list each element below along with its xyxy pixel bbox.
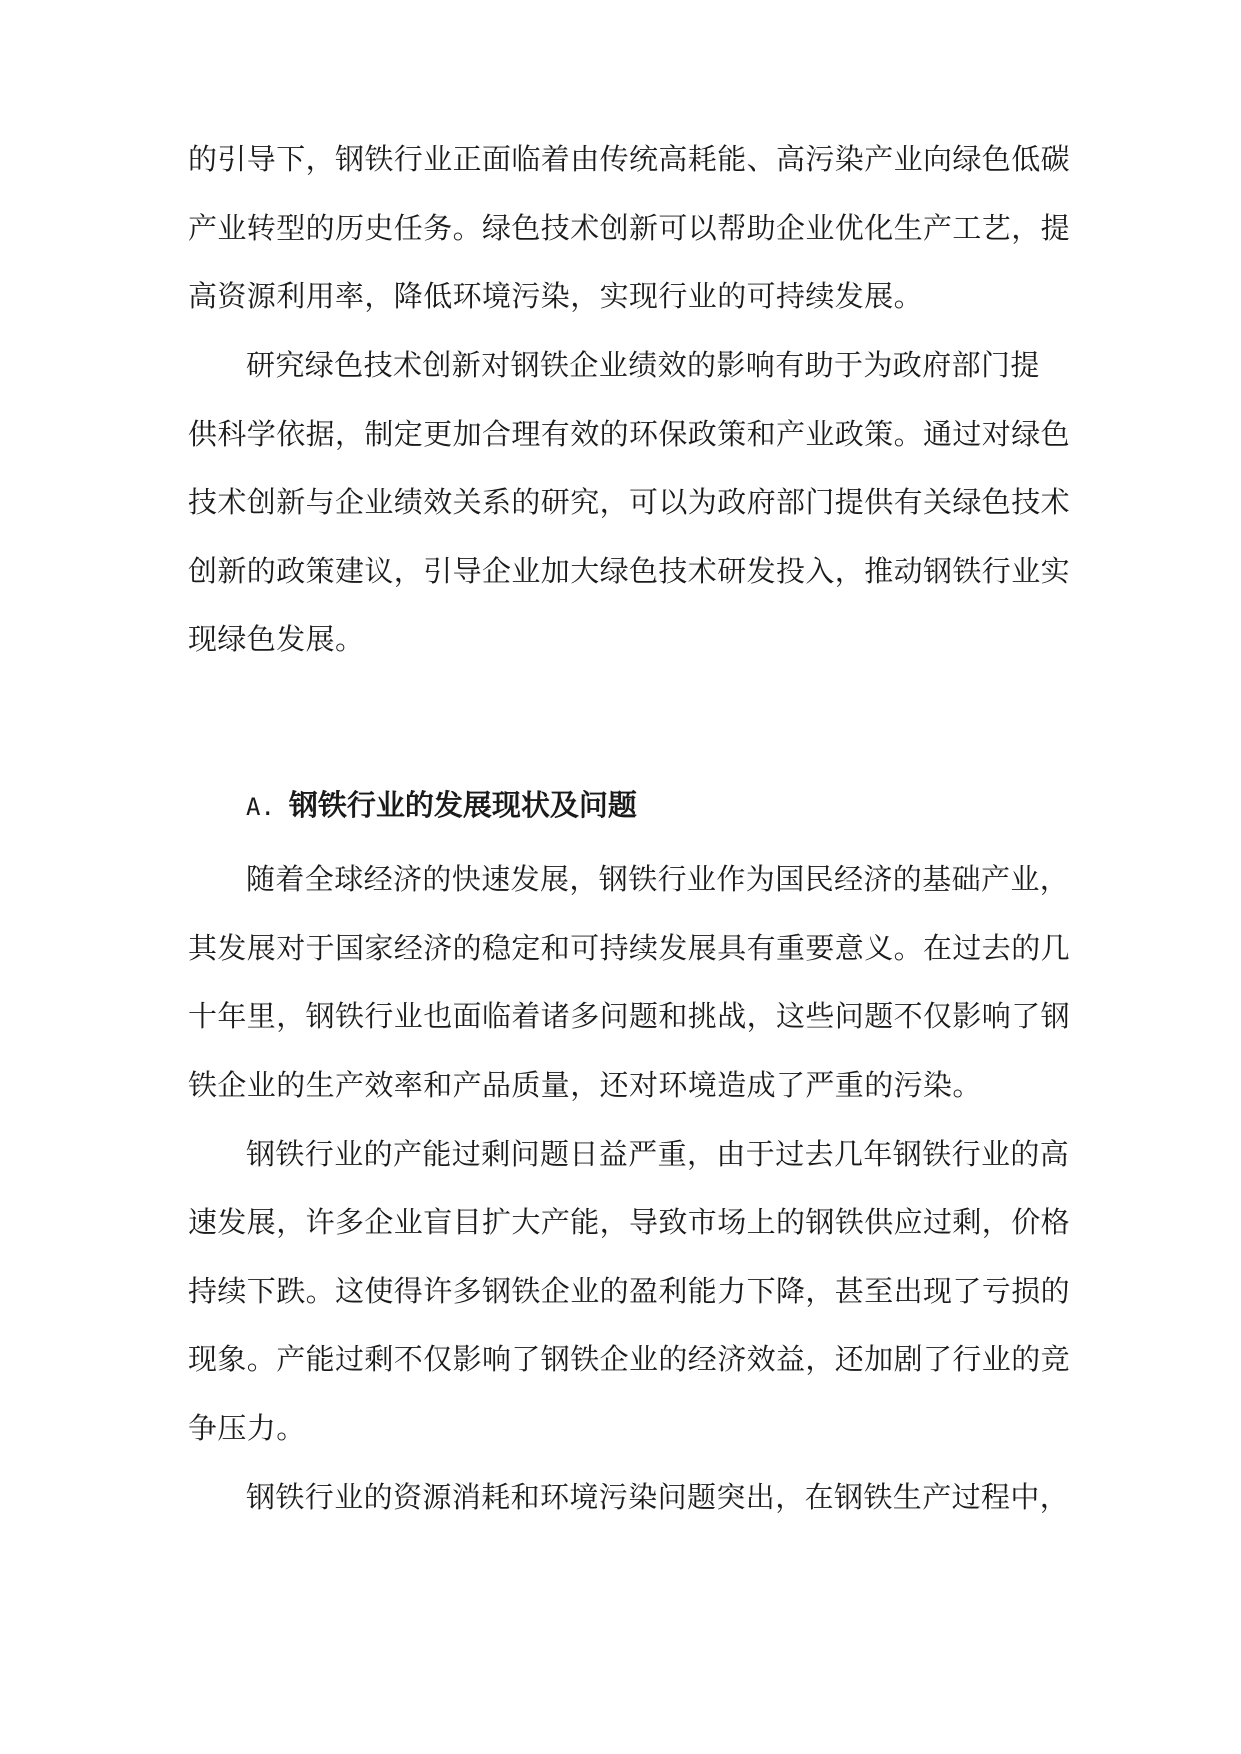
paragraph-4-line-5: 争压力。 — [188, 1411, 306, 1445]
paragraph-2-line-1: 研究绿色技术创新对钢铁企业绩效的影响有助于为政府部门提 — [246, 348, 1040, 382]
paragraph-3-line-4: 铁企业的生产效率和产品质量，还对环境造成了严重的污染。 — [188, 1068, 982, 1102]
paragraph-4-line-3: 持续下跌。这使得许多钢铁企业的盈利能力下降，甚至出现了亏损的 — [188, 1274, 1071, 1308]
paragraph-1-line-3: 高资源利用率，降低环境污染，实现行业的可持续发展。 — [188, 279, 924, 313]
paragraph-2-line-4: 创新的政策建议，引导企业加大绿色技术研发投入，推动钢铁行业实 — [188, 554, 1071, 588]
paragraph-1-line-1: 的引导下，钢铁行业正面临着由传统高耗能、高污染产业向绿色低碳 — [188, 142, 1071, 176]
section-heading — [246, 785, 637, 825]
paragraph-2-line-2: 供科学依据，制定更加合理有效的环保政策和产业政策。通过对绿色 — [188, 417, 1071, 451]
section-title: 钢铁行业的发展现状及问题 — [288, 788, 637, 822]
paragraph-3-line-1: 随着全球经济的快速发展，钢铁行业作为国民经济的基础产业， — [246, 862, 1070, 896]
paragraph-2-line-5: 现绿色发展。 — [188, 622, 365, 656]
paragraph-4-line-1: 钢铁行业的产能过剩问题日益严重，由于过去几年钢铁行业的高 — [246, 1137, 1070, 1171]
paragraph-2-line-3: 技术创新与企业绩效关系的研究，可以为政府部门提供有关绿色技术 — [188, 485, 1071, 519]
paragraph-5-line-1: 钢铁行业的资源消耗和环境污染问题突出，在钢铁生产过程中， — [246, 1480, 1070, 1514]
paragraph-3-line-2: 其发展对于国家经济的稳定和可持续发展具有重要意义。在过去的几 — [188, 931, 1071, 965]
paragraph-3-line-3: 十年里，钢铁行业也面临着诸多问题和挑战，这些问题不仅影响了钢 — [188, 999, 1071, 1033]
paragraph-4-line-4: 现象。产能过剩不仅影响了钢铁企业的经济效益，还加剧了行业的竞 — [188, 1342, 1071, 1376]
section-number: A. — [246, 793, 275, 821]
paragraph-4-line-2: 速发展，许多企业盲目扩大产能，导致市场上的钢铁供应过剩，价格 — [188, 1205, 1071, 1239]
paragraph-1-line-2: 产业转型的历史任务。绿色技术创新可以帮助企业优化生产工艺，提 — [188, 211, 1071, 245]
